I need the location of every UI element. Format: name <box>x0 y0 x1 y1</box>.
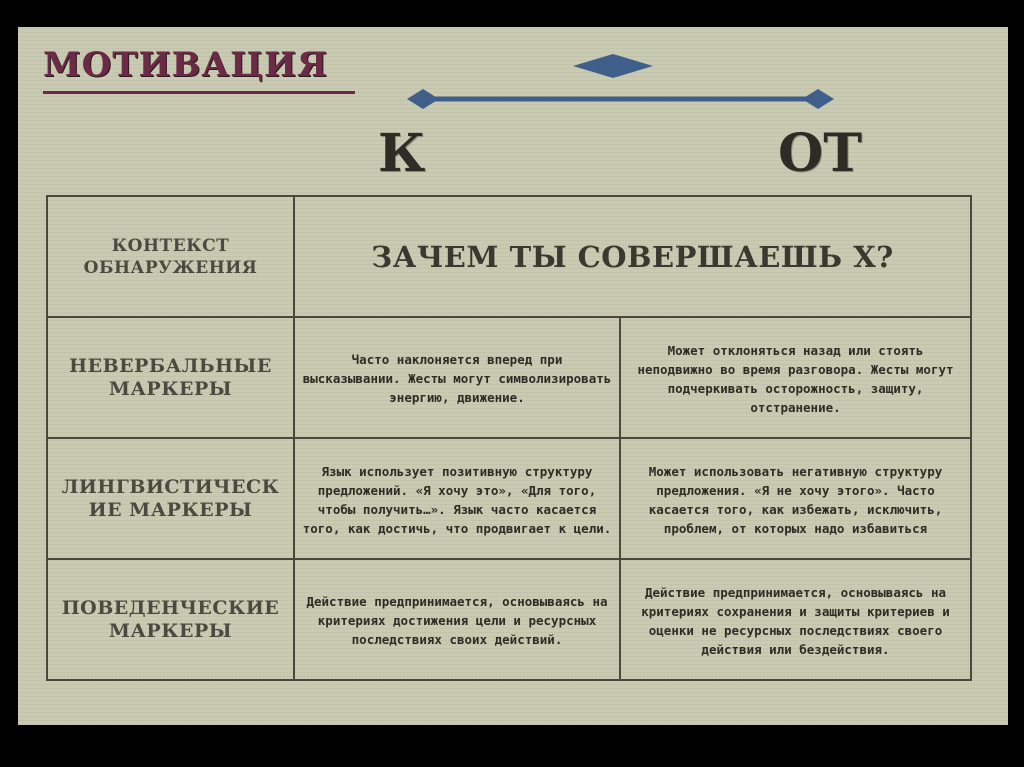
row-label-linguistic: ЛИНГВИСТИЧЕСКИЕ МАРКЕРЫ <box>61 475 280 521</box>
row-label-cell <box>47 438 294 559</box>
table-row <box>47 317 971 438</box>
table-header-row <box>47 196 971 317</box>
nonverbal-toward-text: Часто наклоняется вперед при высказывании. Жесты могут символизировать энергию, движение. <box>302 352 612 405</box>
behavioral-toward-text: Действие предпринимается, основываясь на критериях достижения цели и ресурсных последствиях своих действий. <box>306 594 608 647</box>
center-diamond-icon <box>573 54 653 78</box>
away-cell <box>620 559 971 680</box>
behavioral-away-text: Действие предпринимается, основываясь на критериях сохранения и защиты критериев и оценки не ресурсных последствиях своего действия или бездействия. <box>641 584 950 657</box>
motivation-table <box>46 195 972 681</box>
toward-cell <box>294 438 620 559</box>
row-label-nonverbal: НЕВЕРБАЛЬНЫЕ МАРКЕРЫ <box>69 354 272 400</box>
away-cell <box>620 438 971 559</box>
pole-toward-label: К <box>378 123 426 184</box>
question-text: ЗАЧЕМ ТЫ СОВЕРШАЕШЬ Х? <box>371 239 894 274</box>
table-row <box>47 438 971 559</box>
row-label-cell <box>47 559 294 680</box>
header-label-cell <box>47 196 294 317</box>
row-label-cell <box>47 317 294 438</box>
linguistic-away-text: Может использовать негативную структуру предложения. «Я не хочу этого». Часто касается того, как избежать, исключить, проблем, от которых надо избавиться <box>648 463 943 536</box>
slide <box>18 27 1008 725</box>
header-label: КОНТЕКСТ ОБНАРУЖЕНИЯ <box>83 235 258 278</box>
slide-title: МОТИВАЦИЯ <box>43 45 329 85</box>
table-row <box>47 559 971 680</box>
pole-away-label: ОТ <box>778 123 862 184</box>
right-end-diamond-icon <box>802 89 834 109</box>
row-label-behavioral: ПОВЕДЕНЧЕСКИЕ МАРКЕРЫ <box>61 596 280 642</box>
toward-cell <box>294 317 620 438</box>
title-underline <box>43 91 355 94</box>
toward-away-arrow-icon <box>403 49 843 119</box>
left-end-diamond-icon <box>407 89 439 109</box>
question-cell <box>294 196 971 317</box>
toward-cell <box>294 559 620 680</box>
nonverbal-away-text: Может отклоняться назад или стоять неподвижно во время разговора. Жесты могут подчеркивать осторожность, защиту, отстранение. <box>637 342 954 415</box>
away-cell <box>620 317 971 438</box>
linguistic-toward-text: Язык использует позитивную структуру предложений. «Я хочу это», «Для того, чтобы получить…». Язык часто касается того, как достичь, что продвигает к цели. <box>302 463 612 536</box>
